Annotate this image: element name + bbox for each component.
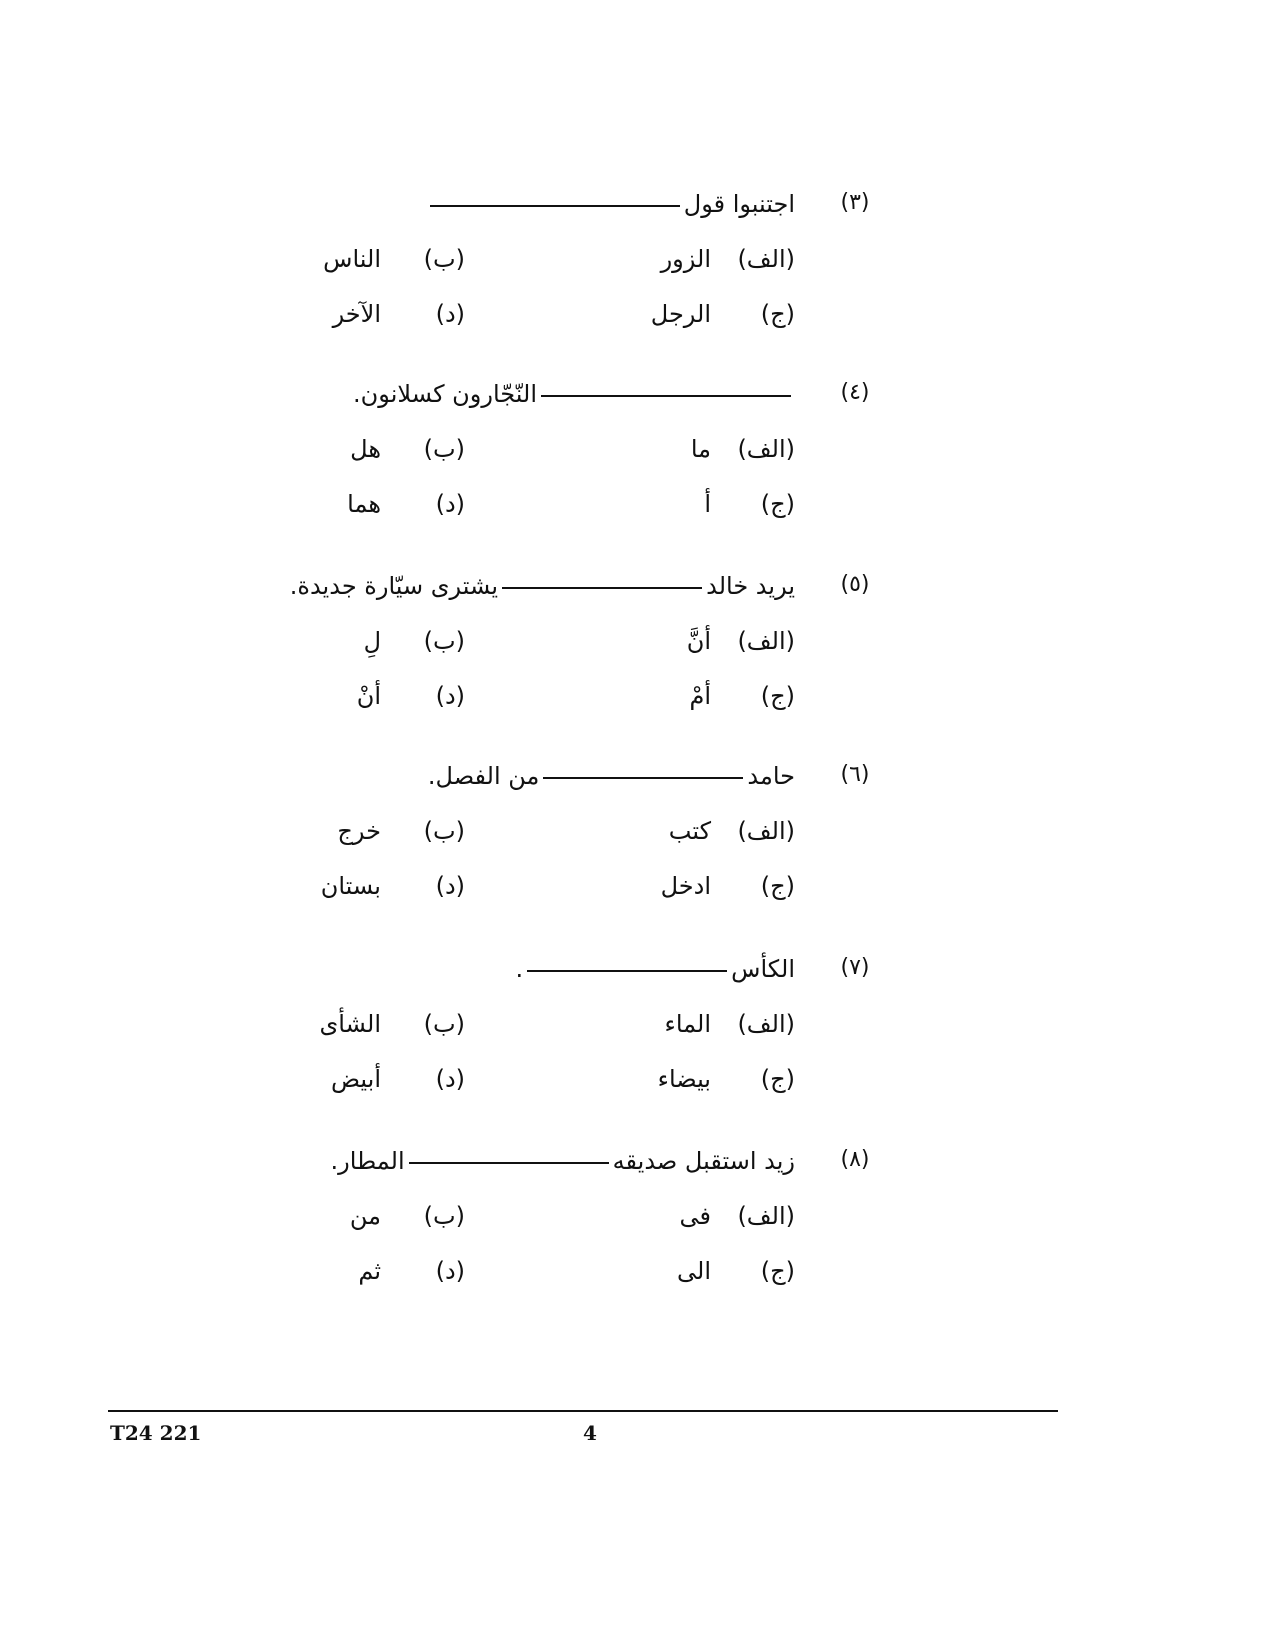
option-label: (ب) [423, 245, 465, 273]
question-number: (٦) [840, 762, 870, 787]
option-text: كتب [668, 817, 711, 845]
question-number: (٧) [840, 955, 870, 980]
question-stem [235, 1147, 795, 1175]
stem-text: النّجّارون كسلانون. [353, 380, 537, 408]
stem-text: من الفصل. [427, 762, 540, 790]
option-label: (ب) [423, 1010, 465, 1038]
option-text: هما [347, 490, 381, 518]
option-text: أ [704, 490, 711, 518]
option-a [595, 1010, 795, 1038]
option-text: فى [679, 1202, 711, 1230]
option-a [595, 245, 795, 273]
option-label: (الف) [737, 245, 795, 273]
option-label: (د) [435, 1257, 465, 1285]
option-c [595, 1065, 795, 1093]
page-number: 4 [583, 1421, 597, 1445]
question-block [0, 380, 1275, 570]
question-number: (٥) [840, 572, 870, 597]
option-label: (ب) [423, 1202, 465, 1230]
option-text: الى [677, 1257, 711, 1285]
option-text: أنْ [356, 682, 381, 710]
stem-text: حامد [747, 762, 795, 790]
answer-blank [541, 393, 791, 397]
question-block [0, 572, 1275, 762]
option-label: (ب) [423, 817, 465, 845]
option-a [595, 817, 795, 845]
option-c [595, 1257, 795, 1285]
option-b [265, 1010, 465, 1038]
question-number: (٤) [840, 380, 870, 405]
option-d [265, 1257, 465, 1285]
option-text: أبيض [331, 1065, 381, 1093]
option-d [265, 1065, 465, 1093]
option-text: من [349, 1202, 381, 1230]
paper-code: T24 221 [110, 1421, 202, 1445]
question-block [0, 1147, 1275, 1337]
option-label: (ج) [760, 872, 795, 900]
option-c [595, 682, 795, 710]
option-label: (د) [435, 872, 465, 900]
option-text: ثم [358, 1257, 381, 1285]
option-label: (ج) [760, 1257, 795, 1285]
question-block [0, 762, 1275, 952]
option-d [265, 490, 465, 518]
option-d [265, 872, 465, 900]
question-stem [235, 572, 795, 600]
option-b [265, 245, 465, 273]
stem-text: الكأس [731, 955, 795, 983]
option-label: (ج) [760, 682, 795, 710]
option-a [595, 627, 795, 655]
option-label: (ب) [423, 627, 465, 655]
option-text: أنَّ [686, 627, 711, 655]
option-text: الناس [323, 245, 381, 273]
answer-blank [502, 585, 702, 589]
question-number: (٣) [840, 190, 870, 215]
option-label: (ج) [760, 490, 795, 518]
option-text: الماء [664, 1010, 711, 1038]
option-a [595, 1202, 795, 1230]
option-label: (الف) [737, 817, 795, 845]
stem-text: المطار. [330, 1147, 405, 1175]
option-label: (الف) [737, 1202, 795, 1230]
option-d [265, 682, 465, 710]
stem-text: يشترى سيّارة جديدة. [289, 572, 499, 600]
option-text: ما [690, 435, 711, 463]
option-text: خرج [337, 817, 381, 845]
option-c [595, 490, 795, 518]
option-label: (د) [435, 682, 465, 710]
option-c [595, 300, 795, 328]
option-label: (ج) [760, 300, 795, 328]
stem-text: زيد استقبل صديقه [612, 1147, 795, 1175]
question-block [0, 955, 1275, 1145]
option-label: (الف) [737, 1010, 795, 1038]
option-text: هل [350, 435, 381, 463]
option-c [595, 872, 795, 900]
answer-blank [430, 203, 680, 207]
question-stem [235, 955, 795, 983]
option-text: الآخر [332, 300, 381, 328]
option-text: أمْ [689, 682, 711, 710]
footer-divider [108, 1410, 1058, 1412]
option-text: الزور [660, 245, 711, 273]
stem-text: اجتنبوا قول [683, 190, 795, 218]
answer-blank [543, 775, 743, 779]
option-b [265, 435, 465, 463]
option-label: (الف) [737, 627, 795, 655]
option-label: (ج) [760, 1065, 795, 1093]
question-number: (٨) [840, 1147, 870, 1172]
answer-blank [527, 968, 727, 972]
option-label: (د) [435, 490, 465, 518]
option-a [595, 435, 795, 463]
stem-text: يريد خالد [706, 572, 795, 600]
option-text: الشأى [319, 1010, 381, 1038]
option-b [265, 627, 465, 655]
option-text: الرجل [650, 300, 711, 328]
answer-blank [409, 1160, 609, 1164]
question-stem [235, 762, 795, 790]
question-stem [235, 380, 795, 408]
option-label: (د) [435, 1065, 465, 1093]
option-label: (د) [435, 300, 465, 328]
option-label: (ب) [423, 435, 465, 463]
option-b [265, 1202, 465, 1230]
option-text: بيضاء [657, 1065, 711, 1093]
option-label: (الف) [737, 435, 795, 463]
option-text: بستان [320, 872, 381, 900]
question-stem [235, 190, 795, 218]
option-text: ادخل [660, 872, 711, 900]
stem-text: . [515, 955, 524, 983]
option-b [265, 817, 465, 845]
question-block [0, 190, 1275, 380]
option-d [265, 300, 465, 328]
option-text: لِ [363, 627, 381, 655]
